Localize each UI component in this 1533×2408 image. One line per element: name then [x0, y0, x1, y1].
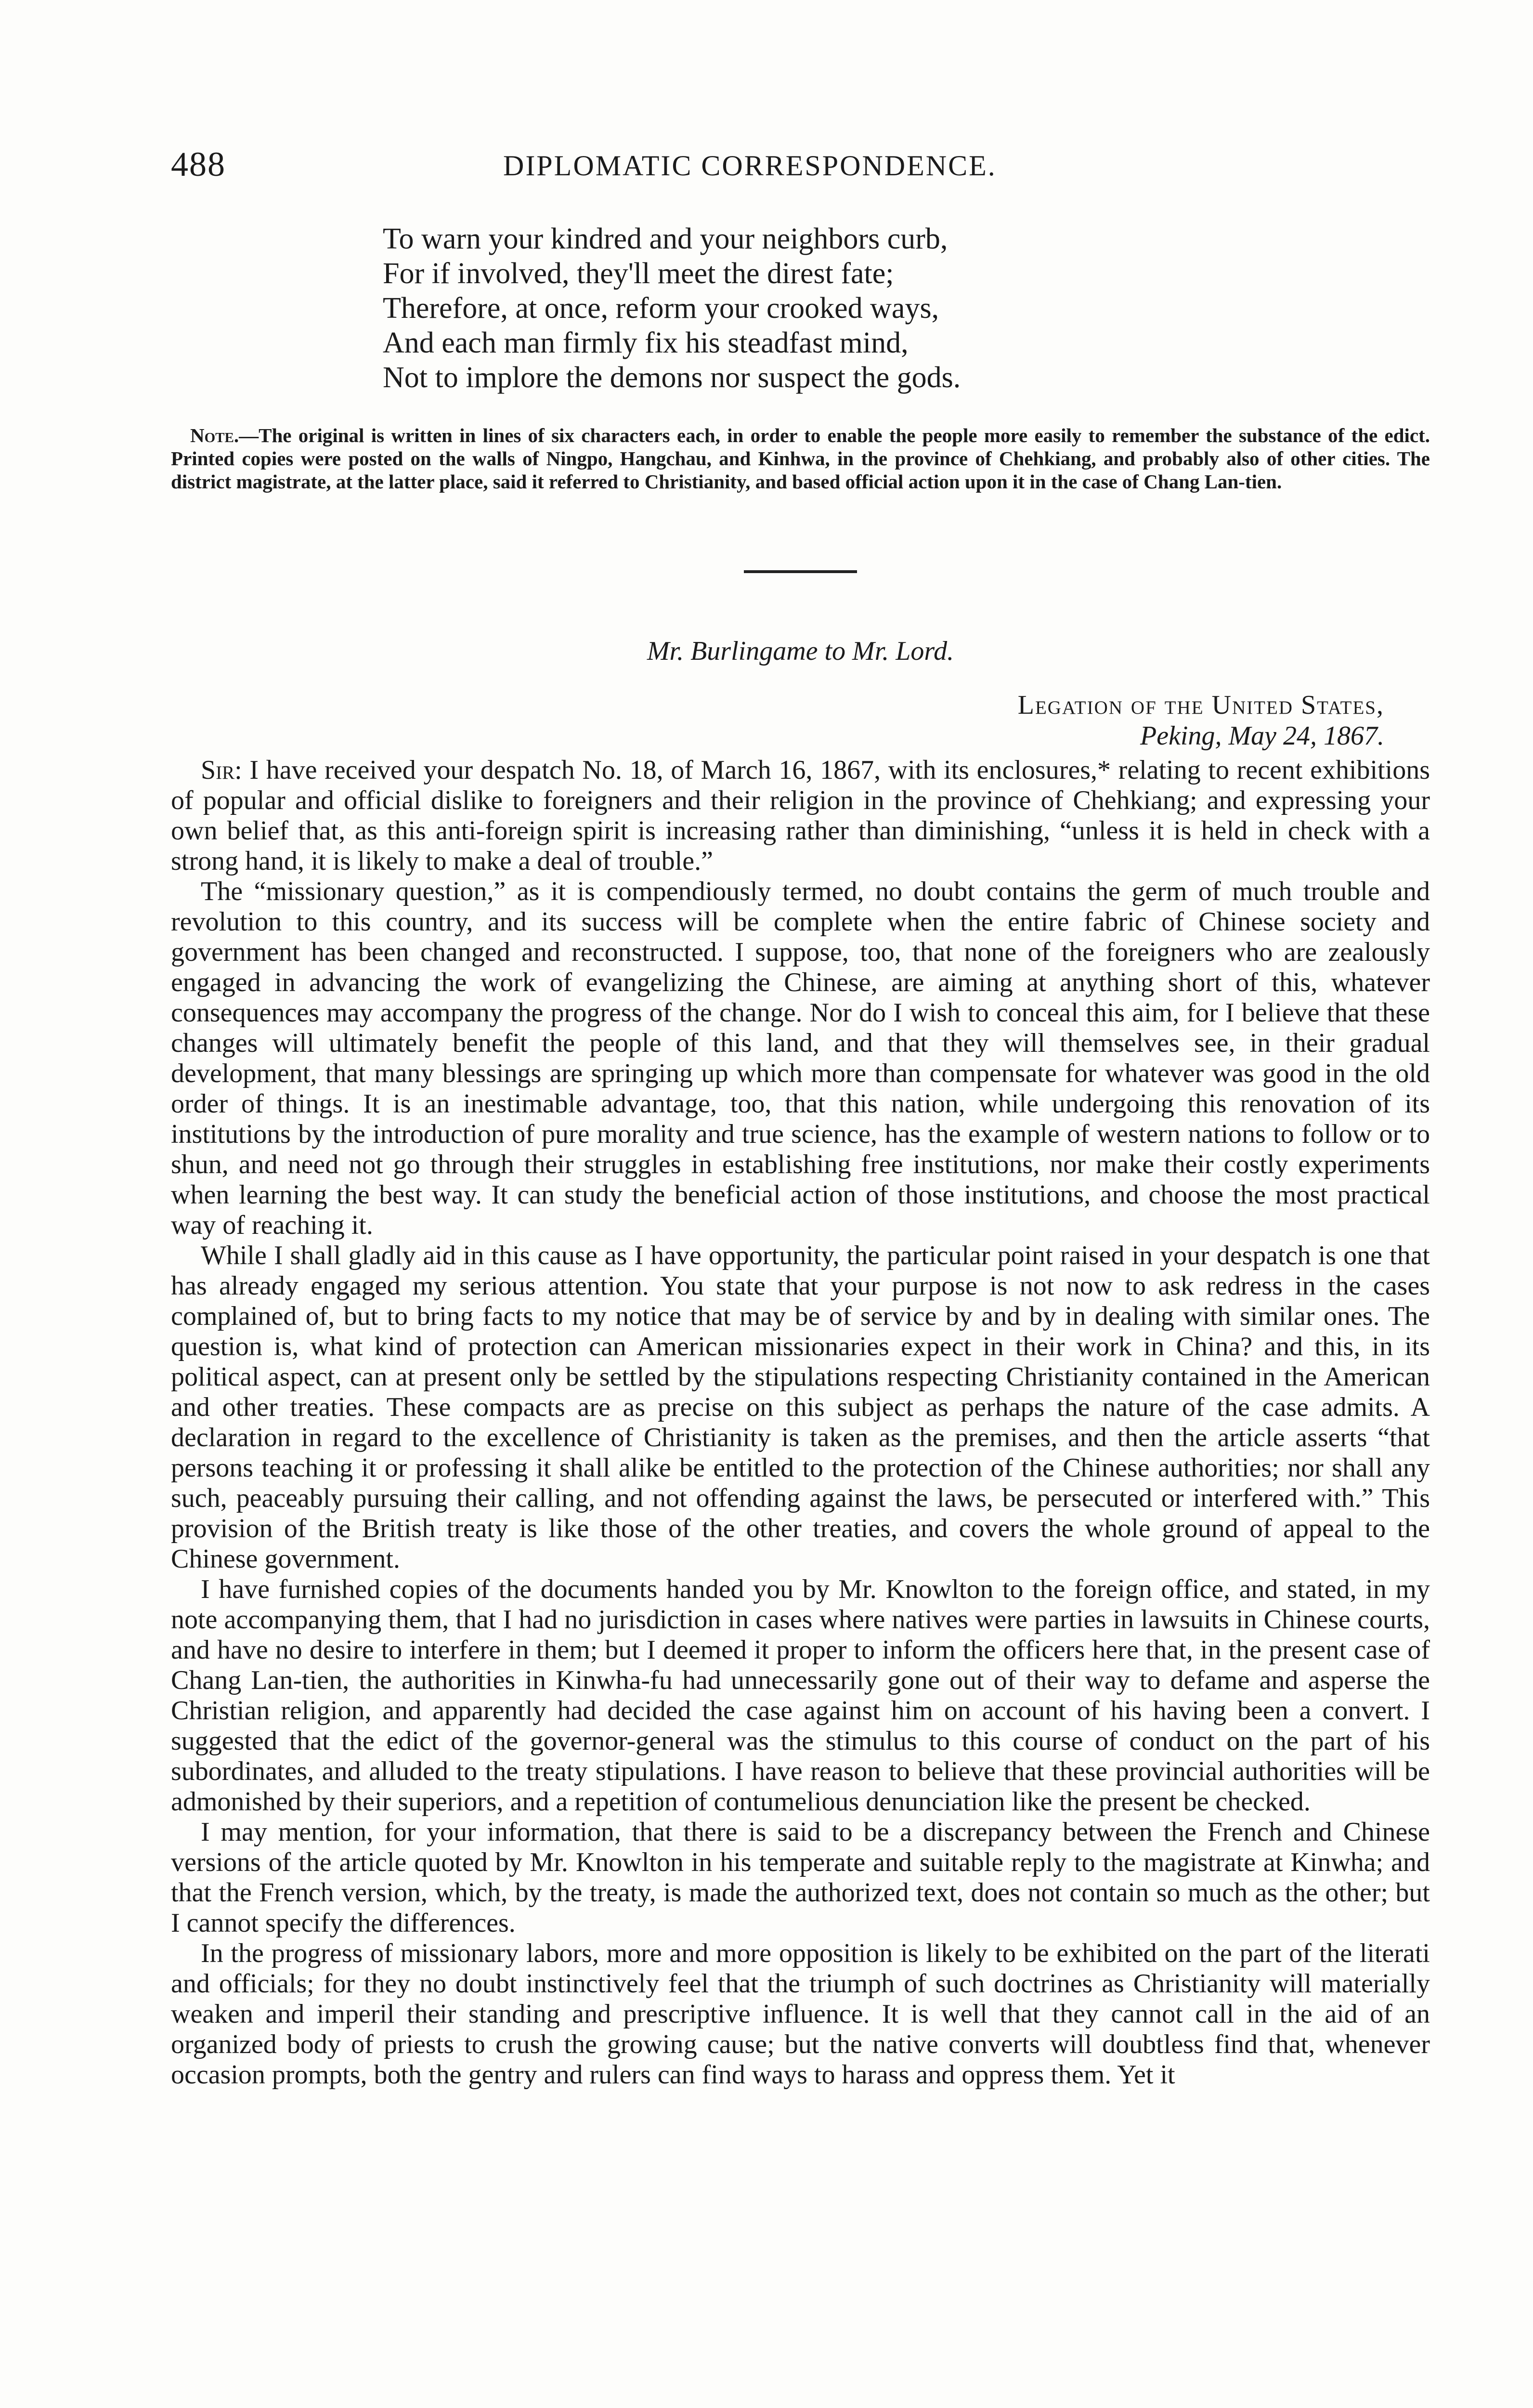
dateline-place-date: Peking, May 24, 1867.	[1140, 721, 1384, 751]
running-title: DIPLOMATIC CORRESPONDENCE.	[503, 150, 997, 182]
poem-line: Not to implore the demons nor suspect the gods.	[383, 361, 961, 394]
poem-line: For if involved, they'll meet the direst fate;	[383, 257, 894, 290]
paragraph: I may mention, for your information, that there is said to be a discrepancy between the French and Chinese versions of the article quoted by Mr. Knowlton in his temperate and suitable reply to the magistrate at Kinwha; and that the French version, which, by the treaty, is made the authorized text, does not contain so much as the other; but I cannot specify the differences.	[171, 1817, 1430, 1938]
poem-line: Therefore, at once, reform your crooked ways,	[383, 292, 939, 325]
paragraph: In the progress of missionary labors, more and more opposition is likely to be exhibited on the part of the literati and officials; for they no doubt instinctively feel that the triumph of such doctrines as Christianity will materially weaken and imperil their standing and prescriptive influence. It is well that they cannot call in the aid of an organized body of priests to crush the growing cause; but the native converts will doubtless find that, whenever occasion prompts, both the gentry and rulers can find ways to harass and oppress them. Yet it	[171, 1938, 1430, 2090]
footnote	[171, 424, 1430, 493]
page-header	[171, 144, 1430, 193]
letter-title: Mr. Burlingame to Mr. Lord.	[647, 636, 954, 666]
paragraph: The “missionary question,” as it is compendiously termed, no doubt contains the germ of much trouble and revolution to this country, and its success will be complete when the entire fabric of Chinese society and government has been changed and reconstructed. I suppose, too, that none of the foreigners who are zealously engaged in advancing the work of evangelizing the Chinese, are aiming at anything short of this, whatever consequences may accompany the progress of the change. Nor do I wish to conceal this aim, for I believe that these changes will ultimately benefit the people of this land, and that they will themselves see, in their gradual development, that many blessings are springing up which more than compensate for whatever was good in the old order of things. It is an inestimable advantage, too, that this nation, while undergoing this renovation of its institutions by the introduction of pure morality and true science, has the example of western nations to follow or to shun, and need not go through their struggles in establishing free institutions, nor make their costly experiments when learning the best way. It can study the beneficial action of those institutions, and choose the most practical way of reaching it.	[171, 877, 1430, 1240]
note-label: Note.	[190, 424, 239, 446]
dateline	[171, 690, 1430, 751]
paragraph	[171, 755, 1430, 877]
paragraph-text: I have received your despatch No. 18, of March 16, 1867, with its enclosures,* relating to recent exhibitions of popular and official dislike to foreigners and their religion in the province of Chehkiang; and expressing your own belief that, as this anti-foreign spirit is increasing rather than diminishing, “unless it is held in check with a strong hand, it is likely to make a deal of trouble.”	[171, 755, 1430, 876]
section-divider	[744, 570, 857, 573]
letter-body	[171, 755, 1430, 2090]
page-number: 488	[171, 145, 226, 183]
document-page	[171, 144, 1430, 2408]
note-text: —The original is written in lines of six characters each, in order to enable the people more easily to remember the substance of the edict. Printed copies were posted on the walls of Ningpo, Hangchau, and Kinhwa, in the province of Chehkiang, and probably also of other cities. The district magistrate, at the latter place, said it referred to Christianity, and based official action upon it in the case of Chang Lan-tien.	[171, 424, 1430, 493]
poem-block	[383, 222, 1430, 395]
poem-line: And each man firmly fix his steadfast mind,	[383, 327, 909, 359]
paragraph: While I shall gladly aid in this cause as I have opportunity, the particular point raised in your despatch is one that has already engaged my serious attention. You state that your purpose is not now to ask redress in the cases complained of, but to bring facts to my notice that may be of service by and by in dealing with similar ones. The question is, what kind of protection can American missionaries expect in their work in China? and this, in its political aspect, can at present only be settled by the stipulations respecting Christianity contained in the American and other treaties. These compacts are as precise on this subject as perhaps the nature of the case admits. A declaration in regard to the excellence of Christianity is taken as the premises, and then the article asserts “that persons teaching it or professing it shall alike be entitled to the protection of the Chinese authorities; nor shall any such, peaceably pursuing their calling, and not offending against the laws, be persecuted or interfered with.” This provision of the British treaty is like those of the other treaties, and covers the whole ground of appeal to the Chinese government.	[171, 1241, 1430, 1574]
poem-line: To warn your kindred and your neighbors curb,	[383, 222, 948, 255]
dateline-organization: Legation of the United States,	[1017, 690, 1384, 720]
paragraph: I have furnished copies of the documents handed you by Mr. Knowlton to the foreign office, and stated, in my note accompanying them, that I had no jurisdiction in cases where natives were parties in lawsuits in Chinese courts, and have no desire to interfere in them; but I deemed it proper to inform the officers here that, in the present case of Chang Lan-tien, the authorities in Kinwha-fu had unnecessarily gone out of their way to defame and asperse the Christian religion, and apparently had decided the case against him on account of his having been a convert. I suggested that the edict of the governor-general was the stimulus to this course of conduct on the part of his subordinates, and alluded to the treaty stipulations. I have reason to believe that these provincial authorities will be admonished by their superiors, and a repetition of contumelious denunciation like the present be checked.	[171, 1574, 1430, 1817]
salutation: Sir:	[201, 755, 242, 785]
